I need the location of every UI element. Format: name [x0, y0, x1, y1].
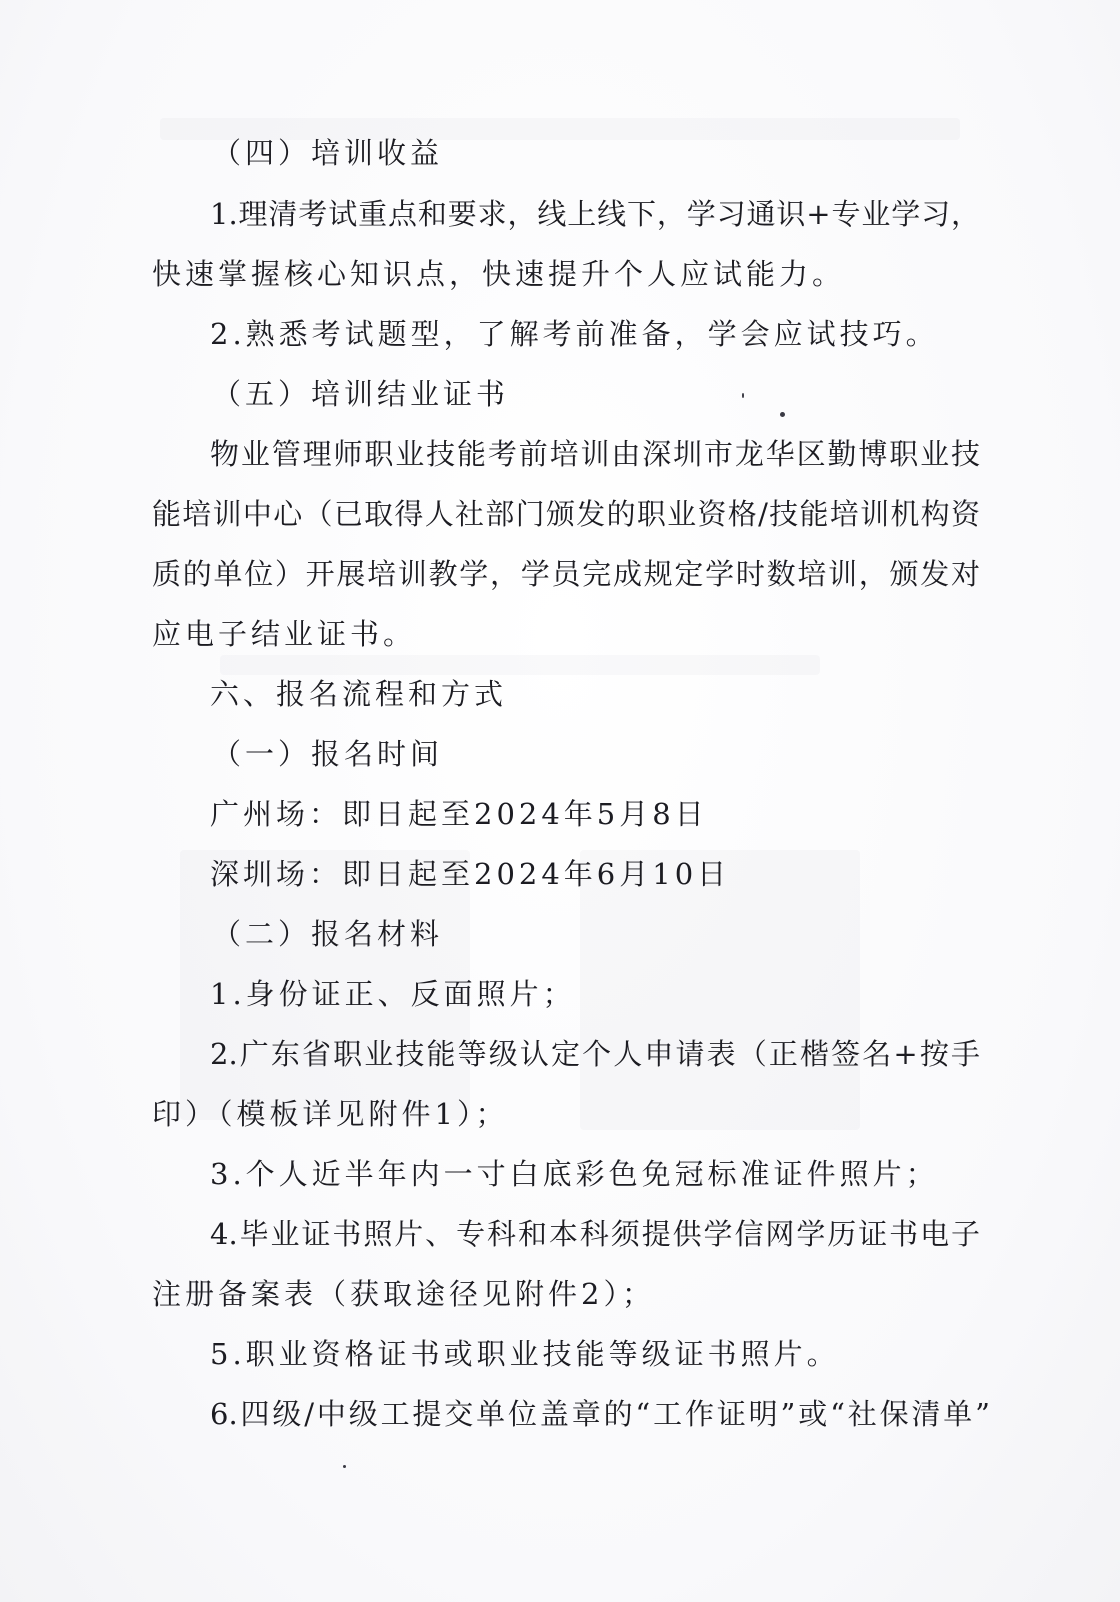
- certificate-line-4: 应电子结业证书。: [152, 617, 417, 651]
- benefit-2: 2.熟悉考试题型，了解考前准备，学会应试技巧。: [210, 317, 939, 351]
- material-2-line-2: 印）（模板详见附件1）；: [152, 1097, 509, 1131]
- certificate-line-3: 质的单位）开展培训教学，学员完成规定学时数培训，颁发对: [152, 557, 980, 591]
- benefit-1-line-1: 1.理清考试重点和要求，线上线下，学习通识+专业学习，: [210, 197, 980, 231]
- chapter-6-heading: 六、报名流程和方式: [210, 677, 508, 711]
- material-4-line-2: 注册备案表（获取途径见附件2）；: [152, 1277, 655, 1311]
- material-5: 5.职业资格证书或职业技能等级证书照片。: [210, 1337, 840, 1371]
- sub-1-heading: （一）报名时间: [212, 737, 444, 771]
- bleed-through-qr-right: [580, 850, 860, 1130]
- sub-2-heading: （二）报名材料: [212, 917, 444, 951]
- material-4-line-1: 4.毕业证书照片、专科和本科须提供学信网学历证书电子: [210, 1217, 980, 1251]
- bleed-through-band-mid: [220, 655, 820, 675]
- benefit-1-line-2: 快速掌握核心知识点，快速提升个人应试能力。: [152, 257, 846, 291]
- guangzhou-session: 广州场：即日起至2024年5月8日: [210, 797, 708, 831]
- scan-speck: [742, 393, 744, 398]
- material-3: 3.个人近半年内一寸白底彩色免冠标准证件照片；: [210, 1157, 939, 1191]
- material-1: 1.身份证正、反面照片；: [210, 977, 576, 1011]
- shenzhen-session: 深圳场：即日起至2024年6月10日: [210, 857, 731, 891]
- scan-speck: [780, 412, 785, 417]
- section-5-heading: （五）培训结业证书: [212, 377, 510, 411]
- section-4-heading: （四）培训收益: [212, 136, 444, 170]
- certificate-line-1: 物业管理师职业技能考前培训由深圳市龙华区勤博职业技: [210, 437, 980, 471]
- material-2-line-1: 2.广东省职业技能等级认定个人申请表（正楷签名+按手: [210, 1037, 980, 1071]
- material-6-line-1: 6.四级/中级工提交单位盖章的“工作证明”或“社保清单”: [210, 1397, 990, 1431]
- scan-speck: [343, 1465, 346, 1468]
- certificate-line-2: 能培训中心（已取得人社部门颁发的职业资格/技能培训机构资: [152, 497, 980, 531]
